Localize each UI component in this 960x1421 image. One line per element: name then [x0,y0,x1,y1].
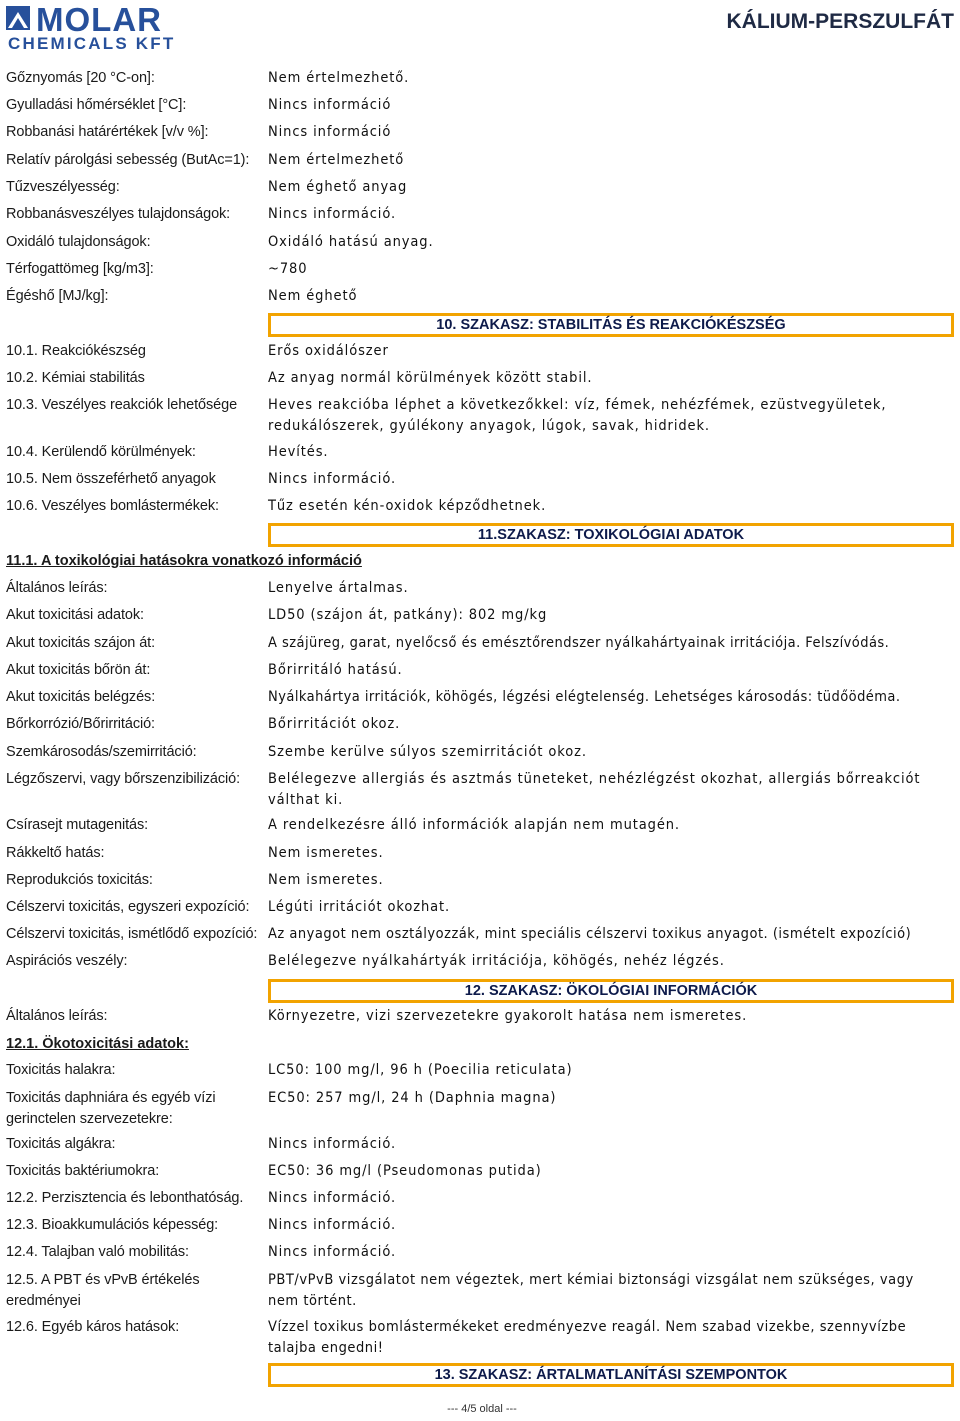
row-value-line: nem történt. [268,1293,357,1309]
row-label: Toxicitás baktériumokra: [6,1163,160,1179]
row-value [268,769,958,811]
row-label [6,1088,264,1130]
row-value-line: redukálószerek, gyúlékony anyagok, lúgok, savak, hidridek. [268,418,710,434]
row-label: 10.5. Nem összeférhető anyagok [6,471,216,487]
row-label: Légzőszervi, vagy bőrszenzibilizáció: [6,771,241,787]
row-value: A rendelkezésre álló információk alapján nem mutagén. [268,817,680,833]
row-label: Akut toxicitási adatok: [6,607,144,623]
row-value: Nincs információ. [268,1217,396,1233]
row-value: Erős oxidálószer [268,343,389,359]
row-value: LD50 (szájon át, patkány): 802 mg/kg [268,607,548,623]
row-label: Célszervi toxicitás, egyszeri expozíció: [6,899,250,915]
row-label: 10.4. Kerülendő körülmények: [6,444,196,460]
prop-value: Nem éghető anyag [268,179,408,195]
logo-main-text: MOLAR [36,2,162,38]
row-label: 10.6. Veszélyes bomlástermékek: [6,498,219,514]
row-label: Akut toxicitás bőrön át: [6,662,151,678]
row-value: Tűz esetén kén-oxidok képződhetnek. [268,498,547,514]
row-label [6,1270,264,1312]
document-title: KÁLIUM-PERSZULFÁT [726,10,954,33]
prop-label: Tűzveszélyesség: [6,179,120,195]
row-value-line: PBT/vPvB vizsgálatot nem végeztek, mert kémiai biztonsági vizsgálat nem szükséges, vagy [268,1272,914,1288]
row-value: Nincs információ. [268,471,396,487]
prop-label: Relatív párolgási sebesség (ButAc=1): [6,152,250,168]
row-label-line: eredményei [6,1293,81,1309]
logo-emblem-icon [6,6,30,30]
row-label: 12.4. Talajban való mobilitás: [6,1244,189,1260]
prop-label: Térfogattömeg [kg/m3]: [6,261,154,277]
row-value: EC50: 257 mg/l, 24 h (Daphnia magna) [268,1090,557,1106]
page-footer [0,1403,960,1415]
row-value: Bőrirritációt okoz. [268,716,401,732]
row-value: Környezetre, vizi szervezetekre gyakorolt hatása nem ismeretes. [268,1008,748,1024]
row-label: 10.3. Veszélyes reakciók lehetősége [6,397,238,413]
company-logo [4,2,244,54]
prop-label: Gyulladási hőmérséklet [°C]: [6,97,187,113]
row-label: 12.3. Bioakkumulációs képesség: [6,1217,219,1233]
row-value [268,395,958,437]
row-value-line: Belélegezve allergiás és asztmás tüneteket, nehézlégzést okozhat, allergiás bőrreakciót [268,771,921,787]
logo-sub-text: CHEMICALS KFT [8,34,176,53]
prop-label: Égéshő [MJ/kg]: [6,288,109,304]
prop-value: Nem értelmezhető [268,152,405,168]
page-number: --- 4/5 oldal --- [447,1403,517,1415]
page-header [0,0,960,58]
row-value [268,1270,958,1312]
row-value: Nem ismeretes. [268,872,384,888]
row-label-line: 12.5. A PBT és vPvB értékelés [6,1272,200,1288]
row-value: Nincs információ. [268,1136,396,1152]
row-label: Bőrkorrózió/Bőrirritáció: [6,716,155,732]
prop-value: Nincs információ [268,97,392,113]
prop-value: Nincs információ. [268,206,396,222]
prop-label: Robbanásveszélyes tulajdonságok: [6,206,231,222]
row-value: Az anyag normál körülmények között stabil. [268,370,593,386]
row-label: Aspirációs veszély: [6,953,128,969]
row-value: Bőrirritáló hatású. [268,662,403,678]
row-label: Rákkeltő hatás: [6,845,105,861]
row-value: A szájüreg, garat, nyelőcső és emésztőrendszer nyálkahártyainak irritációja. Felszívódás. [268,635,890,651]
row-value: Nincs információ. [268,1190,396,1206]
row-value: Belélegezve nyálkahártyák irritációja, köhögés, nehéz légzés. [268,953,725,969]
row-label: 12.6. Egyéb káros hatások: [6,1319,180,1335]
row-value: Az anyagot nem osztályozzák, mint speciális célszervi toxikus anyagot. (ismételt expozíció) [268,926,912,942]
row-value: Nyálkahártya irritációk, köhögés, légzési elégtelenség. Lehetséges károsodás: tüdőödéma. [268,689,901,705]
section-12-header: 12. SZAKASZ: ÖKOLÓGIAI INFORMÁCIÓK [268,979,954,1003]
row-label: 10.1. Reakciókészség [6,343,146,359]
row-value-line: Heves reakcióba léphet a következőkkel: víz, fémek, nehézfémek, ezüstvegyületek, [268,397,887,413]
row-label: Csírasejt mutagenitás: [6,817,149,833]
row-value: Lenyelve ártalmas. [268,580,409,596]
prop-value: ~780 [268,261,308,277]
row-value: EC50: 36 mg/l (Pseudomonas putida) [268,1163,542,1179]
section-13-header: 13. SZAKASZ: ÁRTALMATLANÍTÁSI SZEMPONTOK [268,1363,954,1387]
row-value: Nincs információ. [268,1244,396,1260]
prop-label: Gőznyomás [20 °C-on]: [6,70,155,86]
row-value-line: talajba engedni! [268,1340,384,1356]
prop-label: Robbanási határértékek [v/v %]: [6,124,209,140]
row-label: Toxicitás algákra: [6,1136,116,1152]
row-value: Hevítés. [268,444,329,460]
row-label: Szemkárosodás/szemirritáció: [6,744,197,760]
row-label: Általános leírás: [6,1008,108,1024]
row-value-line: válthat ki. [268,792,344,808]
row-value: Légúti irritációt okozhat. [268,899,451,915]
row-value: Szembe kerülve súlyos szemirritációt okoz. [268,744,587,760]
row-label: Célszervi toxicitás, ismétlődő expozíció: [6,926,258,942]
prop-value: Nincs információ [268,124,392,140]
prop-value: Nem éghető [268,288,358,304]
row-value [268,1317,958,1359]
row-value-line: Vízzel toxikus bomlástermékeket eredményezve reagál. Nem szabad vizekbe, szennyvízbe [268,1319,907,1335]
row-label-line: gerinctelen szervezetekre: [6,1111,173,1127]
prop-label: Oxidáló tulajdonságok: [6,234,151,250]
prop-value: Nem értelmezhető. [268,70,410,86]
row-label-line: Toxicitás daphniára és egyéb vízi [6,1090,216,1106]
section-10-header: 10. SZAKASZ: STABILITÁS ÉS REAKCIÓKÉSZSÉG [268,313,954,337]
section-12-subtitle: 12.1. Ökotoxicitási adatok: [6,1036,189,1052]
row-value: Nem ismeretes. [268,845,384,861]
prop-value: Oxidáló hatású anyag. [268,234,434,250]
section-11-subtitle: 11.1. A toxikológiai hatásokra vonatkozó információ [6,553,362,569]
section-11-header: 11.SZAKASZ: TOXIKOLÓGIAI ADATOK [268,523,954,547]
row-value: LC50: 100 mg/l, 96 h (Poecilia reticulata) [268,1062,573,1078]
row-label: Általános leírás: [6,580,108,596]
row-label: Akut toxicitás szájon át: [6,635,156,651]
row-label: 12.2. Perzisztencia és lebonthatóság. [6,1190,244,1206]
row-label: Akut toxicitás belégzés: [6,689,156,705]
row-label: 10.2. Kémiai stabilitás [6,370,145,386]
row-label: Toxicitás halakra: [6,1062,116,1078]
row-label: Reprodukciós toxicitás: [6,872,153,888]
